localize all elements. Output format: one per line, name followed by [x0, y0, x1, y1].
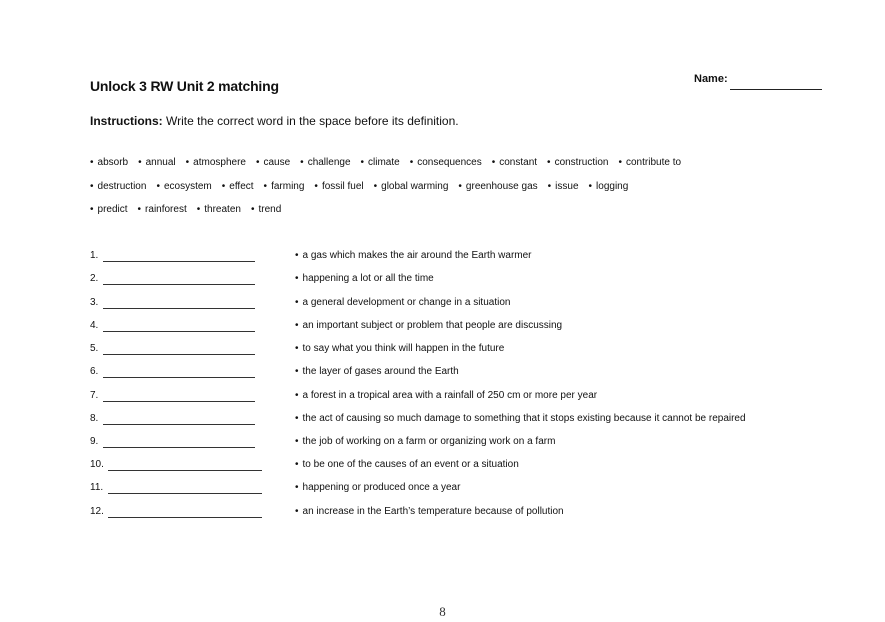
name-field[interactable] — [730, 89, 822, 90]
item-number: 2. — [90, 273, 99, 284]
word-bank-row — [90, 157, 691, 168]
definition-text: • to say what you think will happen in the future — [295, 343, 504, 354]
item-number: 11. — [90, 482, 104, 493]
name-label: Name: — [694, 73, 728, 85]
definition-text: • a general development or change in a situation — [295, 297, 510, 308]
definition-text: • the job of working on a farm or organizing work on a farm — [295, 436, 555, 447]
answer-blank[interactable] — [103, 284, 255, 285]
word-bank-item: • fossil fuel — [314, 181, 363, 192]
word-bank-item: • absorb — [90, 157, 128, 168]
item-number: 4. — [90, 320, 99, 331]
word-bank-item: • cause — [256, 157, 290, 168]
word-bank-item: • climate — [361, 157, 400, 168]
answer-blank[interactable] — [103, 354, 255, 355]
word-bank-item: • logging — [589, 181, 629, 192]
answer-blank[interactable] — [103, 377, 255, 378]
item-number: 7. — [90, 390, 99, 401]
answer-blank[interactable] — [103, 424, 255, 425]
answer-blank[interactable] — [103, 401, 255, 402]
word-bank-item: • predict — [90, 204, 128, 215]
word-bank-item: • ecosystem — [156, 181, 211, 192]
item-number: 6. — [90, 366, 99, 377]
item-number: 12. — [90, 506, 104, 517]
instructions — [90, 114, 459, 128]
word-bank-item: • farming — [264, 181, 305, 192]
word-bank-item: • construction — [547, 157, 608, 168]
word-bank-item: • constant — [492, 157, 537, 168]
word-bank-item: • rainforest — [138, 204, 187, 215]
page-number: 8 — [439, 604, 446, 619]
word-bank-item: • atmosphere — [186, 157, 246, 168]
answer-blank[interactable] — [108, 470, 262, 471]
word-bank-item: • annual — [138, 157, 176, 168]
word-bank-item: • effect — [222, 181, 254, 192]
definition-text: • a forest in a tropical area with a rainfall of 250 cm or more per year — [295, 390, 597, 401]
word-bank-item: • trend — [251, 204, 281, 215]
answer-blank[interactable] — [103, 261, 255, 262]
item-number: 1. — [90, 250, 99, 261]
item-number: 9. — [90, 436, 99, 447]
word-bank-item: • contribute to — [618, 157, 681, 168]
definition-text: • the layer of gases around the Earth — [295, 366, 459, 377]
definition-text: • to be one of the causes of an event or a situation — [295, 459, 519, 470]
word-bank-row — [90, 204, 291, 215]
item-number: 3. — [90, 297, 99, 308]
word-bank-item: • consequences — [410, 157, 482, 168]
word-bank-item: • issue — [548, 181, 579, 192]
word-bank-item: • global warming — [374, 181, 449, 192]
instructions-text: Write the correct word in the space before its definition. — [162, 114, 459, 128]
word-bank-item: • challenge — [300, 157, 350, 168]
word-bank-item: • threaten — [197, 204, 241, 215]
instructions-label: Instructions: — [90, 114, 163, 128]
item-number: 10. — [90, 459, 104, 470]
answer-blank[interactable] — [103, 308, 255, 309]
item-number: 5. — [90, 343, 99, 354]
definition-text: • an increase in the Earth’s temperature because of pollution — [295, 506, 564, 517]
definition-text: • happening or produced once a year — [295, 482, 460, 493]
definition-text: • a gas which makes the air around the Earth warmer — [295, 250, 532, 261]
definition-text: • happening a lot or all the time — [295, 273, 434, 284]
answer-blank[interactable] — [108, 517, 262, 518]
word-bank-row — [90, 181, 638, 192]
definition-text: • an important subject or problem that people are discussing — [295, 320, 562, 331]
word-bank-item: • destruction — [90, 181, 146, 192]
answer-blank[interactable] — [108, 493, 262, 494]
answer-blank[interactable] — [103, 331, 255, 332]
page-title: Unlock 3 RW Unit 2 matching — [90, 78, 279, 94]
word-bank-item: • greenhouse gas — [458, 181, 537, 192]
definition-text: • the act of causing so much damage to something that it stops existing because it cannot be repaired — [295, 413, 746, 424]
answer-blank[interactable] — [103, 447, 255, 448]
item-number: 8. — [90, 413, 99, 424]
